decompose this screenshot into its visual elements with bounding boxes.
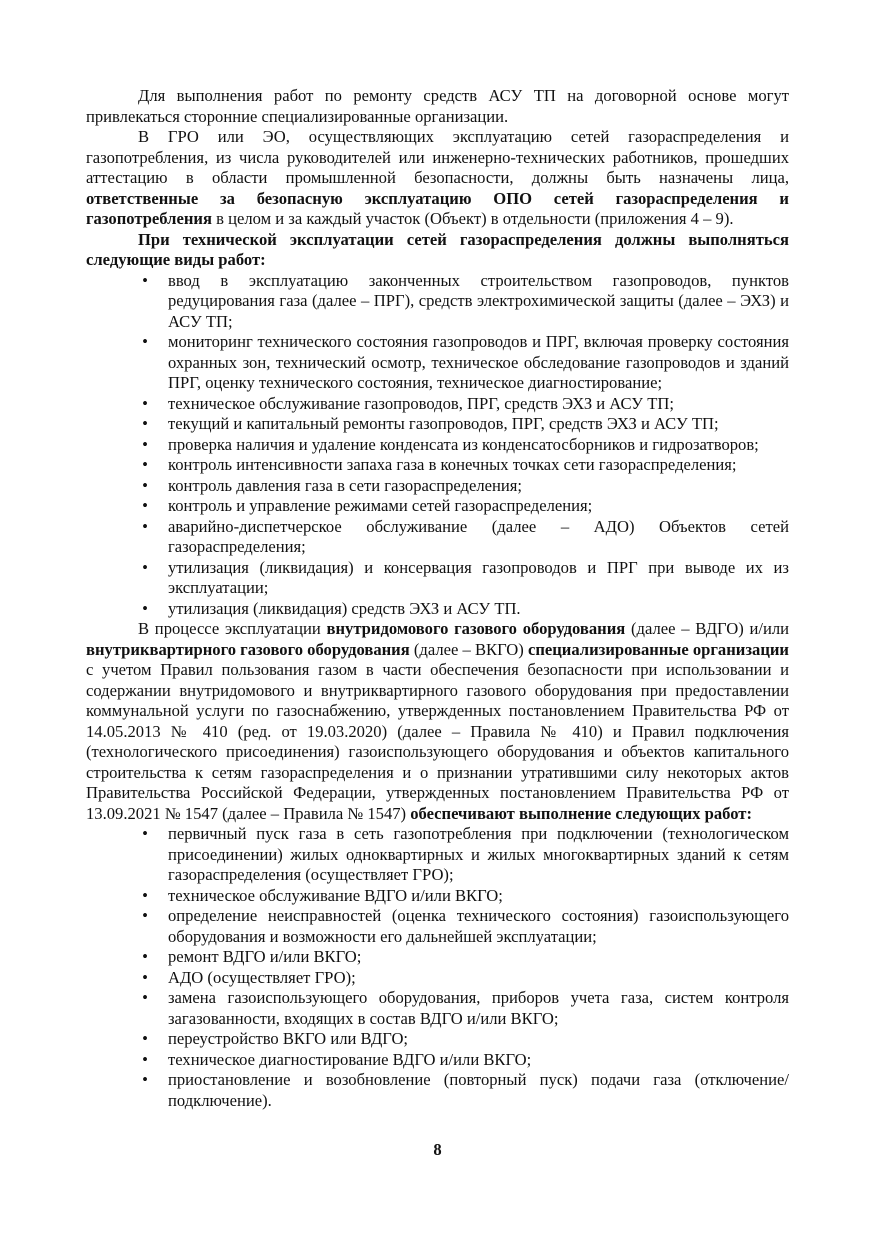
bullet-icon: •	[142, 598, 148, 618]
works-list	[86, 271, 789, 620]
bullet-icon: •	[142, 332, 148, 351]
list-item-text: переустройство ВКГО или ВДГО;	[168, 1029, 409, 1048]
list-item-text: проверка наличия и удаление конденсата из конденсатосборников и гидрозатворов;	[168, 434, 759, 454]
bullet-icon: •	[142, 824, 148, 843]
bullet-icon: •	[142, 496, 148, 515]
list-item	[86, 496, 789, 517]
bullet-icon: •	[142, 988, 148, 1007]
bold-run: внутриквартирного газового оборудования	[86, 639, 410, 659]
list-item-text: приостановление и возобновление (повторный пуск) подачи газа (отключение/подключение).	[168, 1070, 789, 1110]
bullet-icon: •	[142, 414, 148, 433]
list-item	[86, 947, 789, 968]
text-run: (далее – ВКГО)	[409, 639, 528, 659]
list-item	[86, 271, 789, 333]
bullet-icon: •	[142, 434, 148, 454]
list-item	[86, 1050, 789, 1071]
page-number: 8	[433, 1140, 442, 1159]
list-item-text: утилизация (ликвидация) средств ЭХЗ и АСУ ТП.	[168, 598, 521, 618]
bullet-icon: •	[142, 906, 148, 925]
list-item-text: контроль и управление режимами сетей газораспределения;	[168, 496, 593, 515]
bullet-icon: •	[142, 393, 148, 413]
list-item-text: аварийно-диспетчерское обслуживание (далее – АДО) Объектов сетей газораспределения;	[168, 516, 789, 556]
list-item-text: ввод в эксплуатацию законченных строительством газопроводов, пунктов редуцирования газа (далее – ПРГ), средств электрохимической защиты (далее – ЭХЗ) и АСУ ТП;	[168, 270, 789, 331]
list-item	[86, 435, 789, 456]
list-item-text: мониторинг технического состояния газопроводов и ПРГ, включая проверку состояния охранных зон, технический осмотр, техническое обследование газопроводов и зданий ПРГ, оценку технического состояния, техническое диагностирование;	[168, 332, 789, 392]
bullet-icon: •	[142, 967, 148, 987]
paragraph-works-heading: При технической эксплуатации сетей газораспределения должны выполняться следующие виды работ:	[86, 229, 789, 269]
list-item	[86, 1070, 789, 1111]
paragraph-vdgo-vkgo	[86, 619, 789, 824]
list-item-text: контроль интенсивности запаха газа в конечных точках сети газораспределения;	[168, 455, 737, 474]
list-item	[86, 988, 789, 1029]
list-item-text: техническое диагностирование ВДГО и/или ВКГО;	[168, 1049, 532, 1069]
text-run: (далее – ВДГО) и/или	[625, 619, 790, 638]
bullet-icon: •	[142, 885, 148, 905]
bullet-icon: •	[142, 1070, 148, 1089]
bullet-icon: •	[142, 1029, 148, 1048]
list-item-text: техническое обслуживание ВДГО и/или ВКГО;	[168, 885, 503, 905]
text-run: В ГРО или ЭО, осуществляющих эксплуатацию сетей газораспределения и газопотребления, из числа руководителей или инженерно-технических работников, прошедших аттестацию в области промышленной безопасности, должны быть назначены лица,	[86, 127, 789, 187]
list-item	[86, 455, 789, 476]
list-item	[86, 394, 789, 415]
list-item	[86, 558, 789, 599]
list-item-text: контроль давления газа в сети газораспределения;	[168, 475, 523, 495]
list-item-text: замена газоиспользующего оборудования, приборов учета газа, систем контроля загазованности, входящих в состав ВДГО и/или ВКГО;	[168, 988, 789, 1028]
list-item	[86, 886, 789, 907]
bold-run: ответственные за безопасную эксплуатацию ОПО сетей газораспределения и газопотребления	[86, 188, 789, 228]
bullet-icon: •	[142, 455, 148, 474]
list-item	[86, 332, 789, 394]
bullet-icon: •	[142, 557, 148, 577]
list-item	[86, 517, 789, 558]
bold-run: обеспечивают выполнение следующих работ:	[410, 803, 752, 823]
text-run: В процессе эксплуатации	[138, 619, 327, 638]
list-item	[86, 824, 789, 886]
paragraph-contractors: Для выполнения работ по ремонту средств АСУ ТП на договорной основе могут привлекаться сторонние специализированные организации.	[86, 86, 789, 126]
bullet-icon: •	[142, 1049, 148, 1069]
list-item-text: АДО (осуществляет ГРО);	[168, 967, 356, 987]
list-item	[86, 968, 789, 989]
list-item-text: ремонт ВДГО и/или ВКГО;	[168, 947, 362, 966]
list-item-text: первичный пуск газа в сеть газопотребления при подключении (технологическом присоединении) жилых одноквартирных и жилых многоквартирных зданий к сетям газораспределения (осуществляет ГРО);	[168, 824, 789, 884]
bullet-icon: •	[142, 947, 148, 966]
bullet-icon: •	[142, 475, 148, 495]
text-run: в целом и за каждый участок (Объект) в отдельности (приложения 4 – 9).	[211, 209, 734, 228]
list-item	[86, 414, 789, 435]
text-run: с учетом Правил пользования газом в части обеспечения безопасности при использовании и содержании внутридомового и внутриквартирного газового оборудования при предоставлении коммунальной услуги по газоснабжению, утвержденных постановлением Правительства РФ от 14.05.2013 № 410 (ред. от 19.03.2020) (далее – Правила № 410) и Правил подключения (технологического присоединения) газоиспользующего оборудования и объектов капитального строительства к сетям газораспределения и о признании утратившими силу некоторых актов Правительства Российской Федерации, утвержденных постановлением Правительства РФ от 13.09.2021 № 1547 (далее – Правила № 1547)	[86, 660, 789, 823]
bullet-icon: •	[142, 270, 148, 290]
bold-run: внутридомового газового оборудования	[326, 619, 626, 638]
bullet-icon: •	[142, 516, 148, 536]
list-item	[86, 906, 789, 947]
list-item	[86, 476, 789, 497]
bold-run: специализированные организации	[527, 639, 789, 659]
list-item-text: утилизация (ликвидация) и консервация газопроводов и ПРГ при выводе их из эксплуатации;	[168, 557, 789, 597]
paragraph-responsible-persons	[86, 127, 789, 230]
list-item-text: текущий и капитальный ремонты газопроводов, ПРГ, средств ЭХЗ и АСУ ТП;	[168, 414, 719, 433]
list-item-text: техническое обслуживание газопроводов, ПРГ, средств ЭХЗ и АСУ ТП;	[168, 393, 674, 413]
list-item	[86, 1029, 789, 1050]
list-item	[86, 599, 789, 620]
vdgo-works-list	[86, 824, 789, 1111]
list-item-text: определение неисправностей (оценка технического состояния) газоиспользующего оборудования и возможности его дальнейшей эксплуатации;	[168, 906, 789, 946]
